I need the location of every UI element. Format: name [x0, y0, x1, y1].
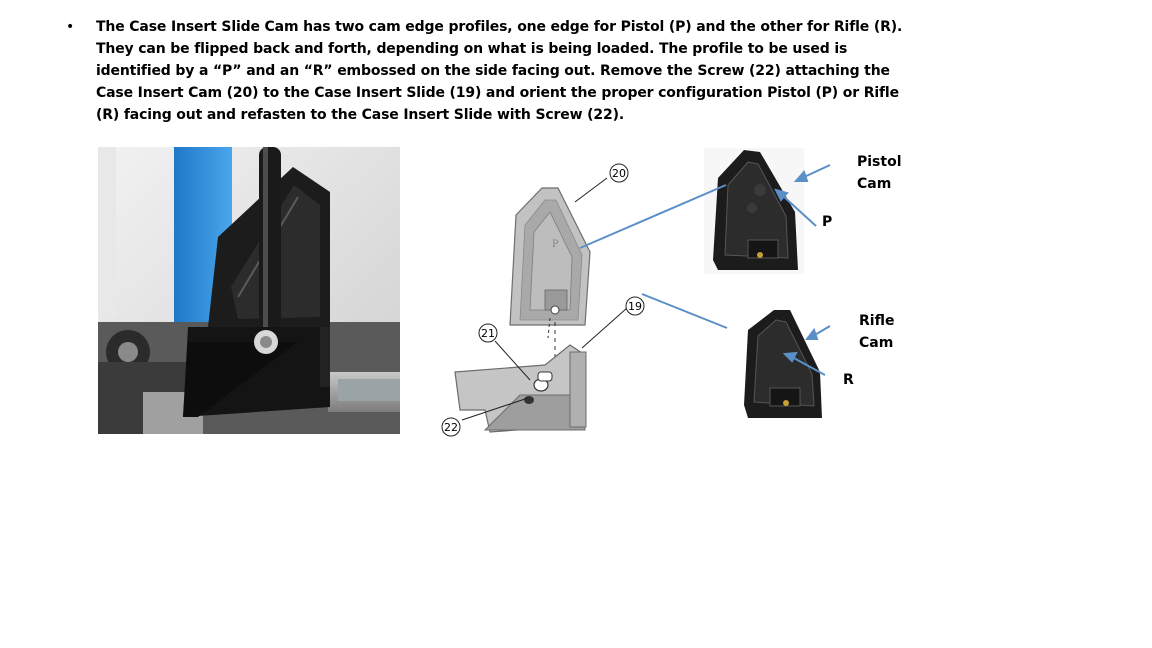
callout-20 [610, 164, 628, 182]
case-insert-slide-part [455, 345, 586, 432]
pistol-cam-photo [704, 148, 804, 274]
bullet-point: • [66, 19, 75, 35]
rifle-label-line1: Rifle [859, 313, 895, 329]
instruction-paragraph: The Case Insert Slide Cam has two cam edge profiles, one edge for Pistol (P) and the other for Rifle (R). They can be flipped back and forth, depending on what is being loaded. The profile to be used is identified by a “P” and an “R” embossed on the side facing out. Remove the Screw (22) attaching the Case Insert Cam (20) to the Case Insert Slide (19) and orient the proper configuration Pistol (P) or Rifle (R) facing out and refasten to the Case Insert Slide with Screw (22). [96, 19, 903, 123]
svg-text:22: 22 [444, 421, 458, 434]
pistol-label-line2: Cam [857, 176, 892, 192]
svg-text:19: 19 [628, 300, 642, 313]
rifle-cam-photo [744, 310, 822, 418]
press-photo-illustration [98, 147, 400, 434]
svg-text:20: 20 [612, 167, 626, 180]
press-assembly-photo [98, 147, 400, 434]
callout-22 [442, 418, 460, 436]
callout-21 [479, 324, 497, 342]
ram-rod [259, 147, 281, 327]
exploded-parts-diagram [430, 140, 1150, 440]
callout-19 [626, 297, 644, 315]
svg-text:21: 21 [481, 327, 495, 340]
rifle-label-line2: Cam [859, 335, 894, 351]
case-insert-cam-part [510, 188, 590, 325]
parts-diagram-svg [430, 140, 1150, 440]
embossed-p-letter: P [552, 236, 559, 250]
rifle-letter-label: R [843, 372, 854, 388]
pistol-letter-label: P [822, 214, 833, 230]
pistol-label-line1: Pistol [857, 154, 902, 170]
